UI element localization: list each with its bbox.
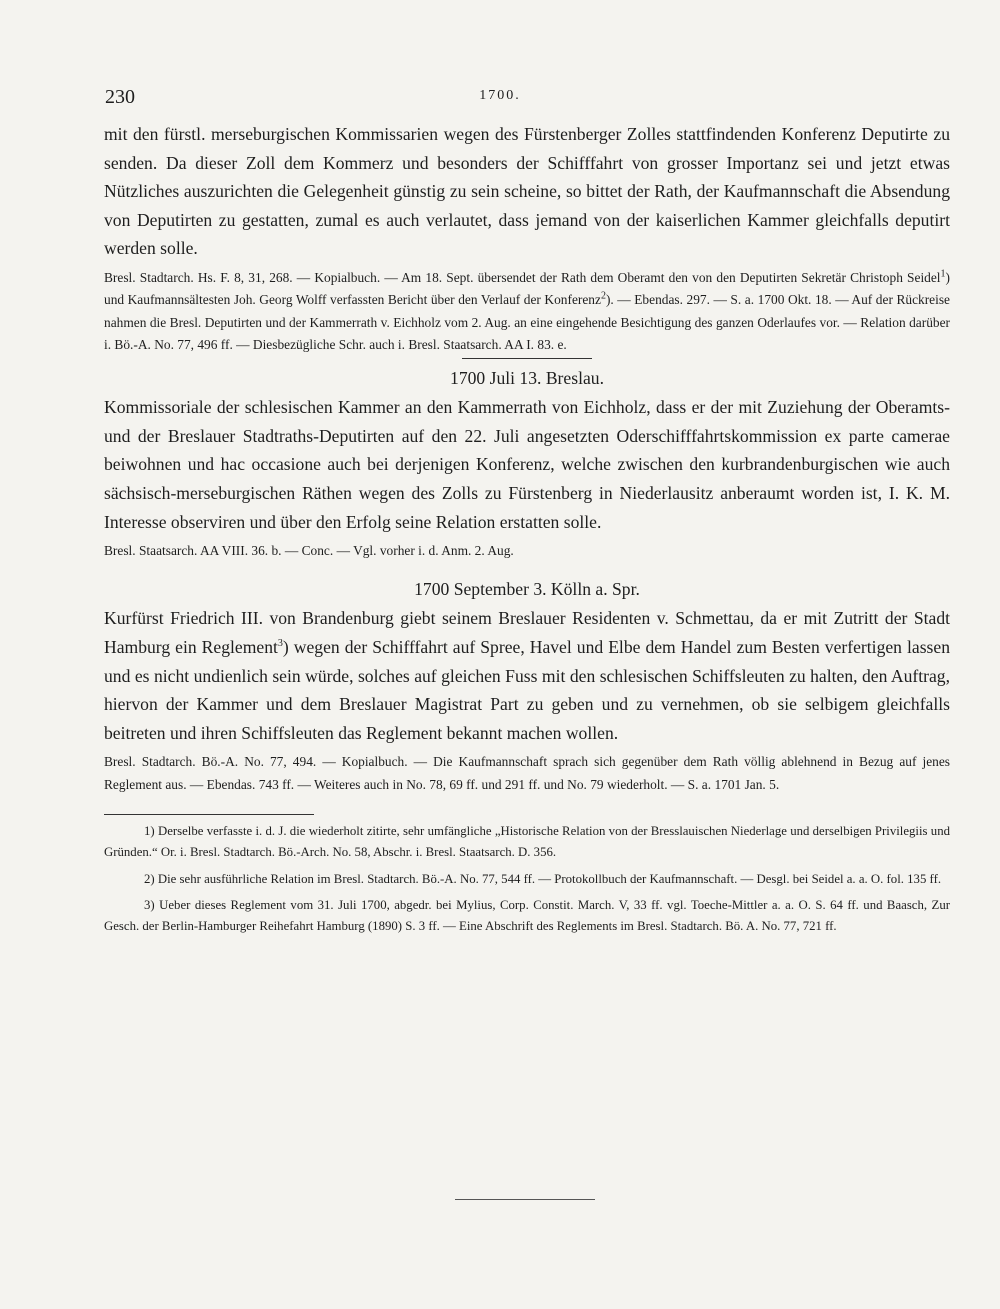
footnote (104, 869, 950, 890)
page-header (0, 86, 1000, 112)
entry-text-part: ) wegen der Schifffahrt auf Spree, Havel und Elbe dem Handel zum Besten verfertigen lassen und es nicht undienlich sein würde, solches auf gleichen Fuss mit den schlesischen Schiffsleuten zu halten, den Auftrag, hiervon der Kammer und dem Breslauer Magistrat Part zu geben und zu vernehmen, ob sie selbigem gleichfalls beitreten und ihren Schiffsleuten das Reglement bekannt machen wollen. (104, 637, 950, 743)
note-text-part: ). — Ebendas. 297. — S. a. 1700 Okt. 18. — Auf der Rückreise nahmen die Bresl. Deputirten und der Kammerrath v. Eichholz vom 2. Aug. an eine eingehende Besichtigung des ganzen Oderlaufes vor. — Relation darüber i. Bö.-A. No. 77, 496 ff. — Diesbezügliche Schr. auch i. Bresl. Staatsarch. AA I. 83. e. (104, 292, 950, 352)
footnote (104, 895, 950, 938)
page-number: 230 (105, 86, 135, 108)
footnote-divider (104, 814, 314, 815)
entry-heading: 1700 September 3. Kölln a. Spr. (414, 579, 640, 600)
entry-heading: 1700 Juli 13. Breslau. (450, 368, 604, 389)
footnote-marker: 2) (144, 871, 155, 886)
note-text-part: Bresl. Stadtarch. Hs. F. 8, 31, 268. — Kopialbuch. — Am 18. Sept. übersendet der Rath dem Oberamt den von den Deputirten Sekretär Christoph Seidel (104, 269, 941, 285)
footnote (104, 821, 950, 864)
running-head: 1700. (479, 88, 521, 103)
footnote-marker: 1) (144, 823, 155, 838)
footnotes (104, 821, 950, 937)
footnote-text: Die sehr ausführliche Relation im Bresl. Stadtarch. Bö.-A. No. 77, 544 ff. — Protokollbuch der Kaufmannschaft. — Desgl. bei Seidel a. a. O. fol. 135 ff. (157, 871, 942, 886)
intro-paragraph: mit den fürstl. merseburgischen Kommissarien wegen des Fürstenberger Zolles stattfindenden Konferenz Deputirte zu senden. Da dieser Zoll dem Kommerz und besonders der Schifffahrt von grosser Importanz sei und jetzt etwas Nützliches auszurichten die Gelegenheit günstig zu sein scheine, so bittet der Rath, der Kaufmannschaft die Absendung von Deputirten zu gestatten, zumal es auch verlautet, dass jemand von der kaiserlichen Kammer gleichfalls deputirt werden solle. (104, 124, 950, 259)
footnote-text: Derselbe verfasste i. d. J. die wiederholt zitirte, sehr umfängliche „Historische Relation von der Bresslauischen Niederlage und derselbigen Privilegiis und Gründen.“ Or. i. Bresl. Stadtarch. Bö.-Arch. No. 58, Abschr. i. Bresl. Staatsarch. D. 356. (104, 823, 950, 860)
entry-text-part: Kurfürst Friedrich III. von Brandenburg giebt seinem Breslauer Residenten v. Schmettau, da er mit Zutritt der Stadt Hamburg ein Reglement (104, 608, 950, 658)
page-content (104, 120, 950, 942)
footnote-marker: 3) (144, 897, 155, 912)
bottom-rule (455, 1199, 595, 1200)
intro-source-note (104, 267, 950, 356)
footnote-ref: 1 (940, 268, 946, 280)
footnote-ref: 2 (600, 290, 606, 302)
section-divider (462, 358, 592, 359)
note-text-part: ) und Kaufmannsältesten Joh. Georg Wolff verfassten Bericht über den Verlauf der Konferenz (104, 269, 950, 308)
footnote-text: Ueber dieses Reglement vom 31. Juli 1700, abgedr. bei Mylius, Corp. Constit. March. V, 33 ff. vgl. Toeche-Mittler a. a. O. S. 64 ff. und Baasch, Zur Gesch. der Berlin-Hamburger Reihefahrt Hamburg (1890) S. 3 ff. — Eine Abschrift des Reglements im Bresl. Stadtarch. Bö. A. No. 77, 721 ff. (104, 897, 951, 934)
entry-text (104, 604, 950, 747)
entry-source-note: Bresl. Staatsarch. AA VIII. 36. b. — Conc. — Vgl. vorher i. d. Anm. 2. Aug. (104, 543, 514, 559)
footnote-ref: 3 (277, 638, 283, 650)
entry-source-note: Bresl. Stadtarch. Bö.-A. No. 77, 494. — Kopialbuch. — Die Kaufmannschaft sprach sich gegenüber dem Rath völlig ablehnend in Bezug auf jenes Reglement aus. — Ebendas. 743 ff. — Weiteres auch in No. 78, 69 ff. und 291 ff. und No. 79 wiederholt. — S. a. 1701 Jan. 5. (104, 754, 950, 792)
entry-text: Kommissoriale der schlesischen Kammer an den Kammerrath von Eichholz, dass er der mit Zuziehung der Oberamts- und der Breslauer Stadtraths-Deputirten auf den 22. Juli angesetzten Oderschifffahrtskommission ex parte camerae beiwohnen und hac occasione auch bei derjenigen Konferenz, welche zwischen den kurbrandenburgischen wie auch sächsisch-merseburgischen Räthen wegen des Zolls zu Fürstenberg in Niederlausitz anberaumt worden ist, I. K. M. Interesse observiren und über den Erfolg seine Relation erstatten solle. (104, 397, 950, 532)
